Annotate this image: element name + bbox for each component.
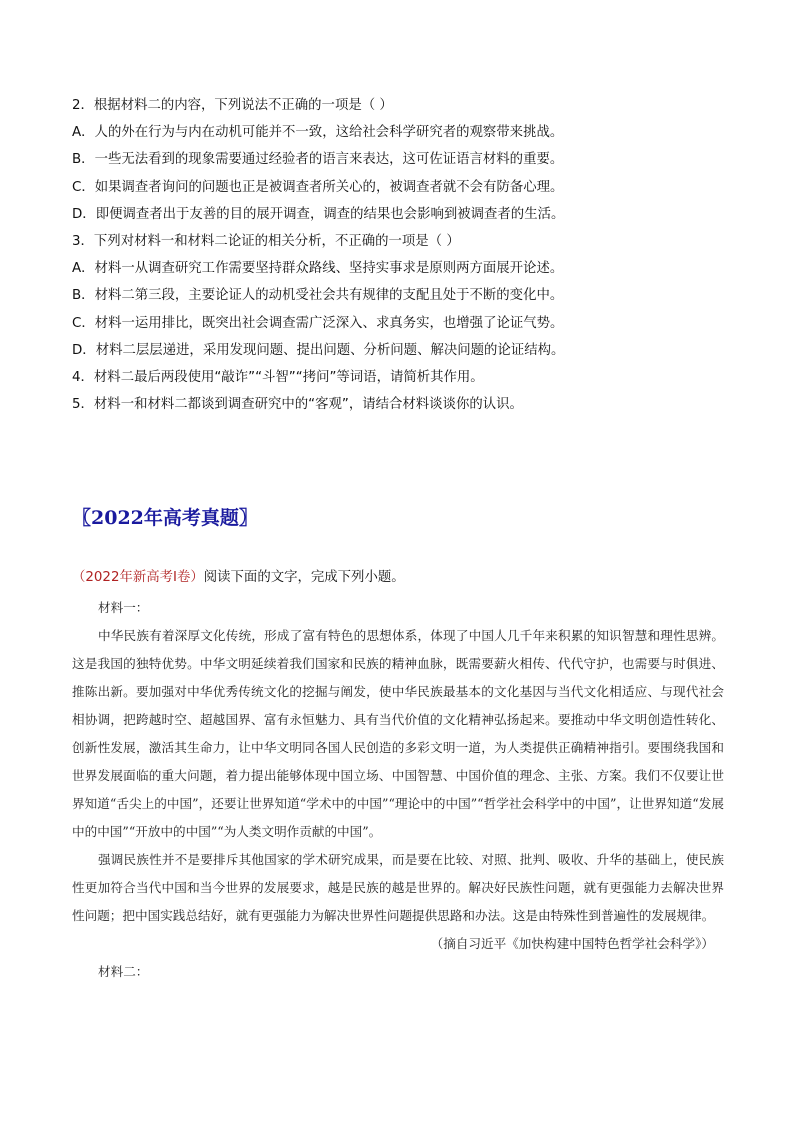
question-2-option-c: C．如果调查者询问的问题也正是被调查者所关心的，被调查者就不会有防备心理。 bbox=[72, 179, 564, 195]
question-3-option-c: C．材料一运用排比，既突出社会调查需广泛深入、求真务实，也增强了论证气势。 bbox=[72, 315, 564, 331]
question-3-option-d: D．材料二层层递进，采用发现问题、提出问题、分析问题、解决问题的论证结构。 bbox=[72, 342, 565, 358]
question-3-stem: 3．下列对材料一和材料二论证的相关分析，不正确的一项是（ ） bbox=[72, 234, 460, 250]
question-2-stem: 2．根据材料二的内容，下列说法不正确的一项是（ ） bbox=[72, 98, 393, 113]
material-1-paragraph: 强调民族性并不是要排斥其他国家的学术研究成果，而是要在比较、对照、批判、吸收、升华的基础上，使民族性更加符合当代中国和当今世界的发展要求，越是民族的越是世界的。解决好民族性问题，就有更强能力去解决世界性问题；把中国实践总结好，就有更强能力为解决世界性问题提供思路和办法。这是由特殊性到普遍性的发展规律。 bbox=[72, 852, 724, 923]
question-3-option-a: A．材料一从调查研究工作需要坚持群众路线、坚持实事求是原则两方面展开论述。 bbox=[72, 261, 564, 277]
material-1-citation: （摘自习近平《加快构建中国特色哲学社会科学》） bbox=[430, 936, 714, 951]
exam-instruction: 阅读下面的文字，完成下列小题。 bbox=[203, 570, 405, 585]
question-3-option-b: B．材料二第三段，主要论证人的动机受社会共有规律的支配且处于不断的变化中。 bbox=[72, 288, 564, 304]
question-2-option-b: B．一些无法看到的现象需要通过经验者的语言来表达，这可佐证语言材料的重要。 bbox=[72, 152, 564, 168]
question-list bbox=[72, 92, 732, 418]
material-1-paragraph: 中华民族有着深厚文化传统，形成了富有特色的思想体系，体现了中国人几千年来积累的知识智慧和理性思辨。这是我国的独特优势。中华文明延续着我们国家和民族的精神血脉，既需要薪火相传、代代守护，也需要与时俱进、推陈出新。要加强对中华优秀传统文化的挖掘与阐发，使中华民族最基本的文化基因与当代文化相适应、与现代社会相协调，把跨越时空、超越国界、富有永恒魅力、具有当代价值的文化精神弘扬起来。要推动中华文明创造性转化、创新性发展，激活其生命力，让中华文明同各国人民创造的多彩文明一道，为人类提供正确精神指引。要围绕我国和世界发展面临的重大问题，着力提出能够体现中国立场、中国智慧、中国价值的理念、主张、方案。我们不仅要让世界知道“舌尖上的中国”，还要让世界知道“学术中的中国”“理论中的中国”“哲学社会科学中的中国”，让世界知道“发展中的中国”“开放中的中国”“为人类文明作贡献的中国”。 bbox=[72, 628, 724, 839]
exam-source: （2022年新高考Ⅰ卷） bbox=[72, 570, 204, 585]
reading-material bbox=[72, 594, 724, 986]
exam-intro bbox=[72, 567, 405, 589]
question-4: 4．材料二最后两段使用“敲诈”“斗智”“拷问”等词语，请简析其作用。 bbox=[72, 370, 484, 386]
question-2-option-a: A．人的外在行为与内在动机可能并不一致，这给社会科学研究者的观察带来挑战。 bbox=[72, 125, 564, 141]
material-1-label: 材料一： bbox=[98, 600, 149, 615]
material-2-label: 材料二： bbox=[98, 964, 149, 979]
section-title: 〖2022年高考真题〗 bbox=[72, 507, 258, 529]
question-2-option-d: D．即便调查者出于友善的目的展开调查，调查的结果也会影响到被调查者的生活。 bbox=[72, 206, 565, 222]
question-5: 5．材料一和材料二都谈到调查研究中的“客观”，请结合材料谈谈你的认识。 bbox=[72, 397, 523, 413]
